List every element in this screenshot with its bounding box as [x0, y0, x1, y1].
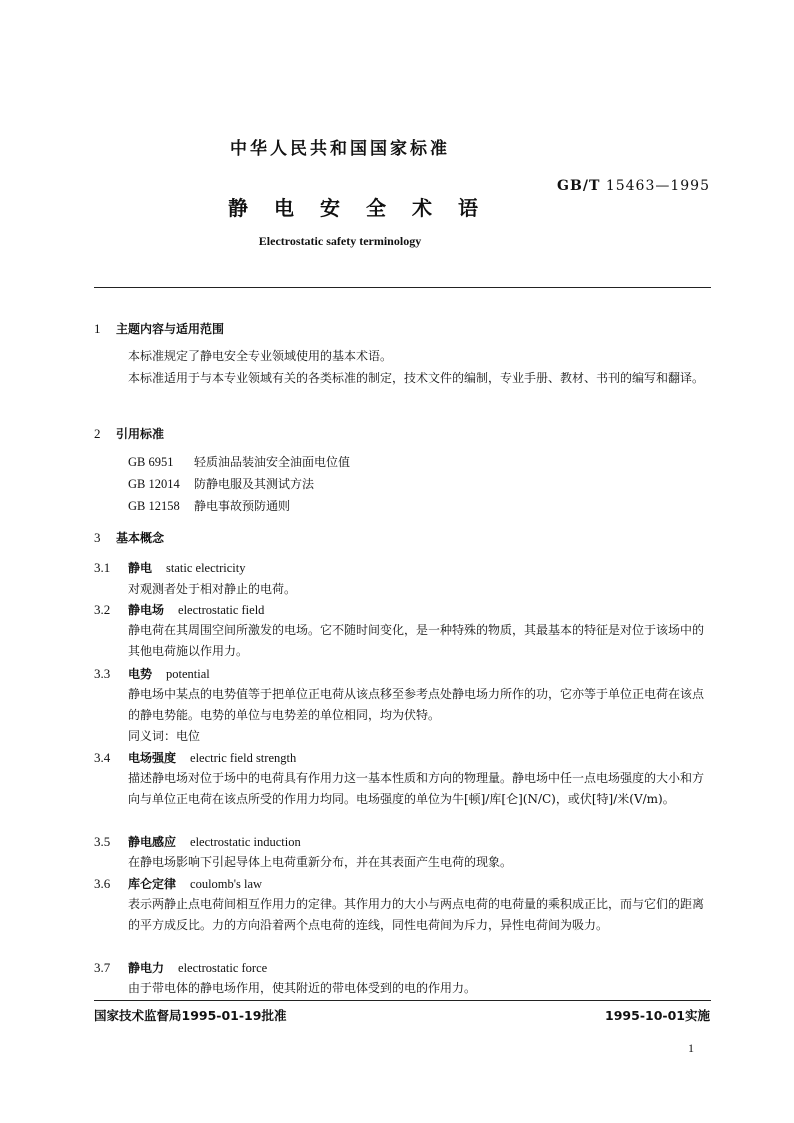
page-number: 1: [688, 1041, 694, 1055]
section-title: 基本概念: [116, 531, 165, 545]
term-3-7: [94, 959, 267, 976]
term-chinese: 静电力: [128, 961, 165, 975]
term-3-3: [94, 665, 210, 682]
term-number: 3.6: [94, 876, 111, 891]
term-chinese: 静电场: [128, 603, 165, 617]
reference-item: [128, 497, 290, 514]
term-number: 3.3: [94, 666, 111, 681]
term-3-4: [94, 749, 296, 766]
term-definition: 由于带电体的静电场作用，使其附近的带电体受到的电的作用力。: [128, 981, 477, 995]
term-english: coulomb's law: [190, 877, 263, 891]
section-1-heading: [94, 320, 224, 337]
term-number: 3.5: [94, 834, 111, 849]
term-chinese: 库仑定律: [128, 877, 177, 891]
term-definition: 描述静电场对位于场中的电荷具有作用力这一基本性质和方向的物理量。静电场中任一点电场强度的大小和方向与单位正电荷在该点所受的作用力均同。电场强度的单位为牛[顿]/库[仑](N/C)，或伏[特]/米(V/m)。: [128, 771, 705, 806]
section-2-heading: [94, 425, 164, 442]
reference-title: 轻质油品装油安全油面电位值: [194, 455, 351, 469]
footer-divider: [94, 1000, 711, 1001]
term-chinese: 静电: [128, 561, 153, 575]
section-number: 1: [94, 321, 101, 336]
term-definition: 静电场中某点的电势值等于把单位正电荷从该点移至参考点处静电场力所作的功，它亦等于单位正电荷在该点的静电势能。电势的单位与电势差的单位相同，均为伏特。: [128, 687, 705, 722]
section-1-paragraph-2: 本标准适用于与本专业领域有关的各类标准的制定，技术文件的编制，专业手册、教材、书刊的编写和翻译。: [128, 371, 705, 385]
reference-code: GB 6951: [128, 455, 174, 469]
reference-item: [128, 475, 314, 492]
reference-code: GB 12014: [128, 477, 180, 491]
term-english: electrostatic force: [178, 961, 268, 975]
term-number: 3.7: [94, 960, 111, 975]
term-number: 3.4: [94, 750, 111, 765]
term-number: 3.1: [94, 560, 111, 575]
reference-item: [128, 453, 350, 470]
approval-date: 国家技术监督局1995-01-19批准: [94, 1008, 287, 1023]
term-english: electrostatic induction: [190, 835, 301, 849]
term-definition: 静电荷在其周围空间所激发的电场。它不随时间变化，是一种特殊的物质，其最基本的特征是对位于该场中的其他电荷施以作用力。: [128, 623, 705, 658]
national-standard-title: 中华人民共和国国家标准: [230, 139, 450, 159]
term-english: potential: [166, 667, 210, 681]
term-synonym: 同义词：电位: [128, 729, 201, 743]
term-chinese: 电场强度: [128, 751, 177, 765]
section-title: 引用标准: [116, 427, 165, 441]
term-3-6: [94, 875, 262, 892]
standard-number-prefix: GB/T: [557, 178, 601, 194]
header-divider: [94, 287, 711, 288]
section-number: 2: [94, 426, 101, 441]
term-number: 3.2: [94, 602, 111, 617]
term-definition: 表示两静止点电荷间相互作用力的定律。其作用力的大小与两点电荷的电荷量的乘积成正比，而与它们的距离的平方成反比。力的方向沿着两个点电荷的连线，同性电荷间为斥力，异性电荷间为吸力。: [128, 897, 705, 932]
term-chinese: 静电感应: [128, 835, 177, 849]
section-title: 主题内容与适用范围: [116, 322, 225, 336]
reference-title: 静电事故预防通则: [194, 499, 291, 513]
term-definition: 在静电场影响下引起导体上电荷重新分布，并在其表面产生电荷的现象。: [128, 855, 513, 869]
term-definition: 对观测者处于相对静止的电荷。: [128, 582, 297, 596]
term-3-1: [94, 559, 246, 576]
document-title: 静电安全术语: [228, 196, 504, 220]
term-3-2: [94, 601, 264, 618]
term-english: electric field strength: [190, 751, 297, 765]
term-3-5: [94, 833, 301, 850]
reference-code: GB 12158: [128, 499, 180, 513]
reference-title: 防静电服及其测试方法: [194, 477, 315, 491]
standard-number-value: 15463—1995: [605, 178, 710, 194]
term-chinese: 电势: [128, 667, 153, 681]
section-1-paragraph-1: 本标准规定了静电安全专业领域使用的基本术语。: [128, 349, 393, 363]
section-3-heading: [94, 529, 164, 546]
term-english: electrostatic field: [178, 603, 265, 617]
document-title-english: Electrostatic safety terminology: [258, 234, 422, 248]
term-english: static electricity: [166, 561, 246, 575]
section-number: 3: [94, 530, 101, 545]
implementation-date: 1995-10-01实施: [605, 1008, 710, 1023]
